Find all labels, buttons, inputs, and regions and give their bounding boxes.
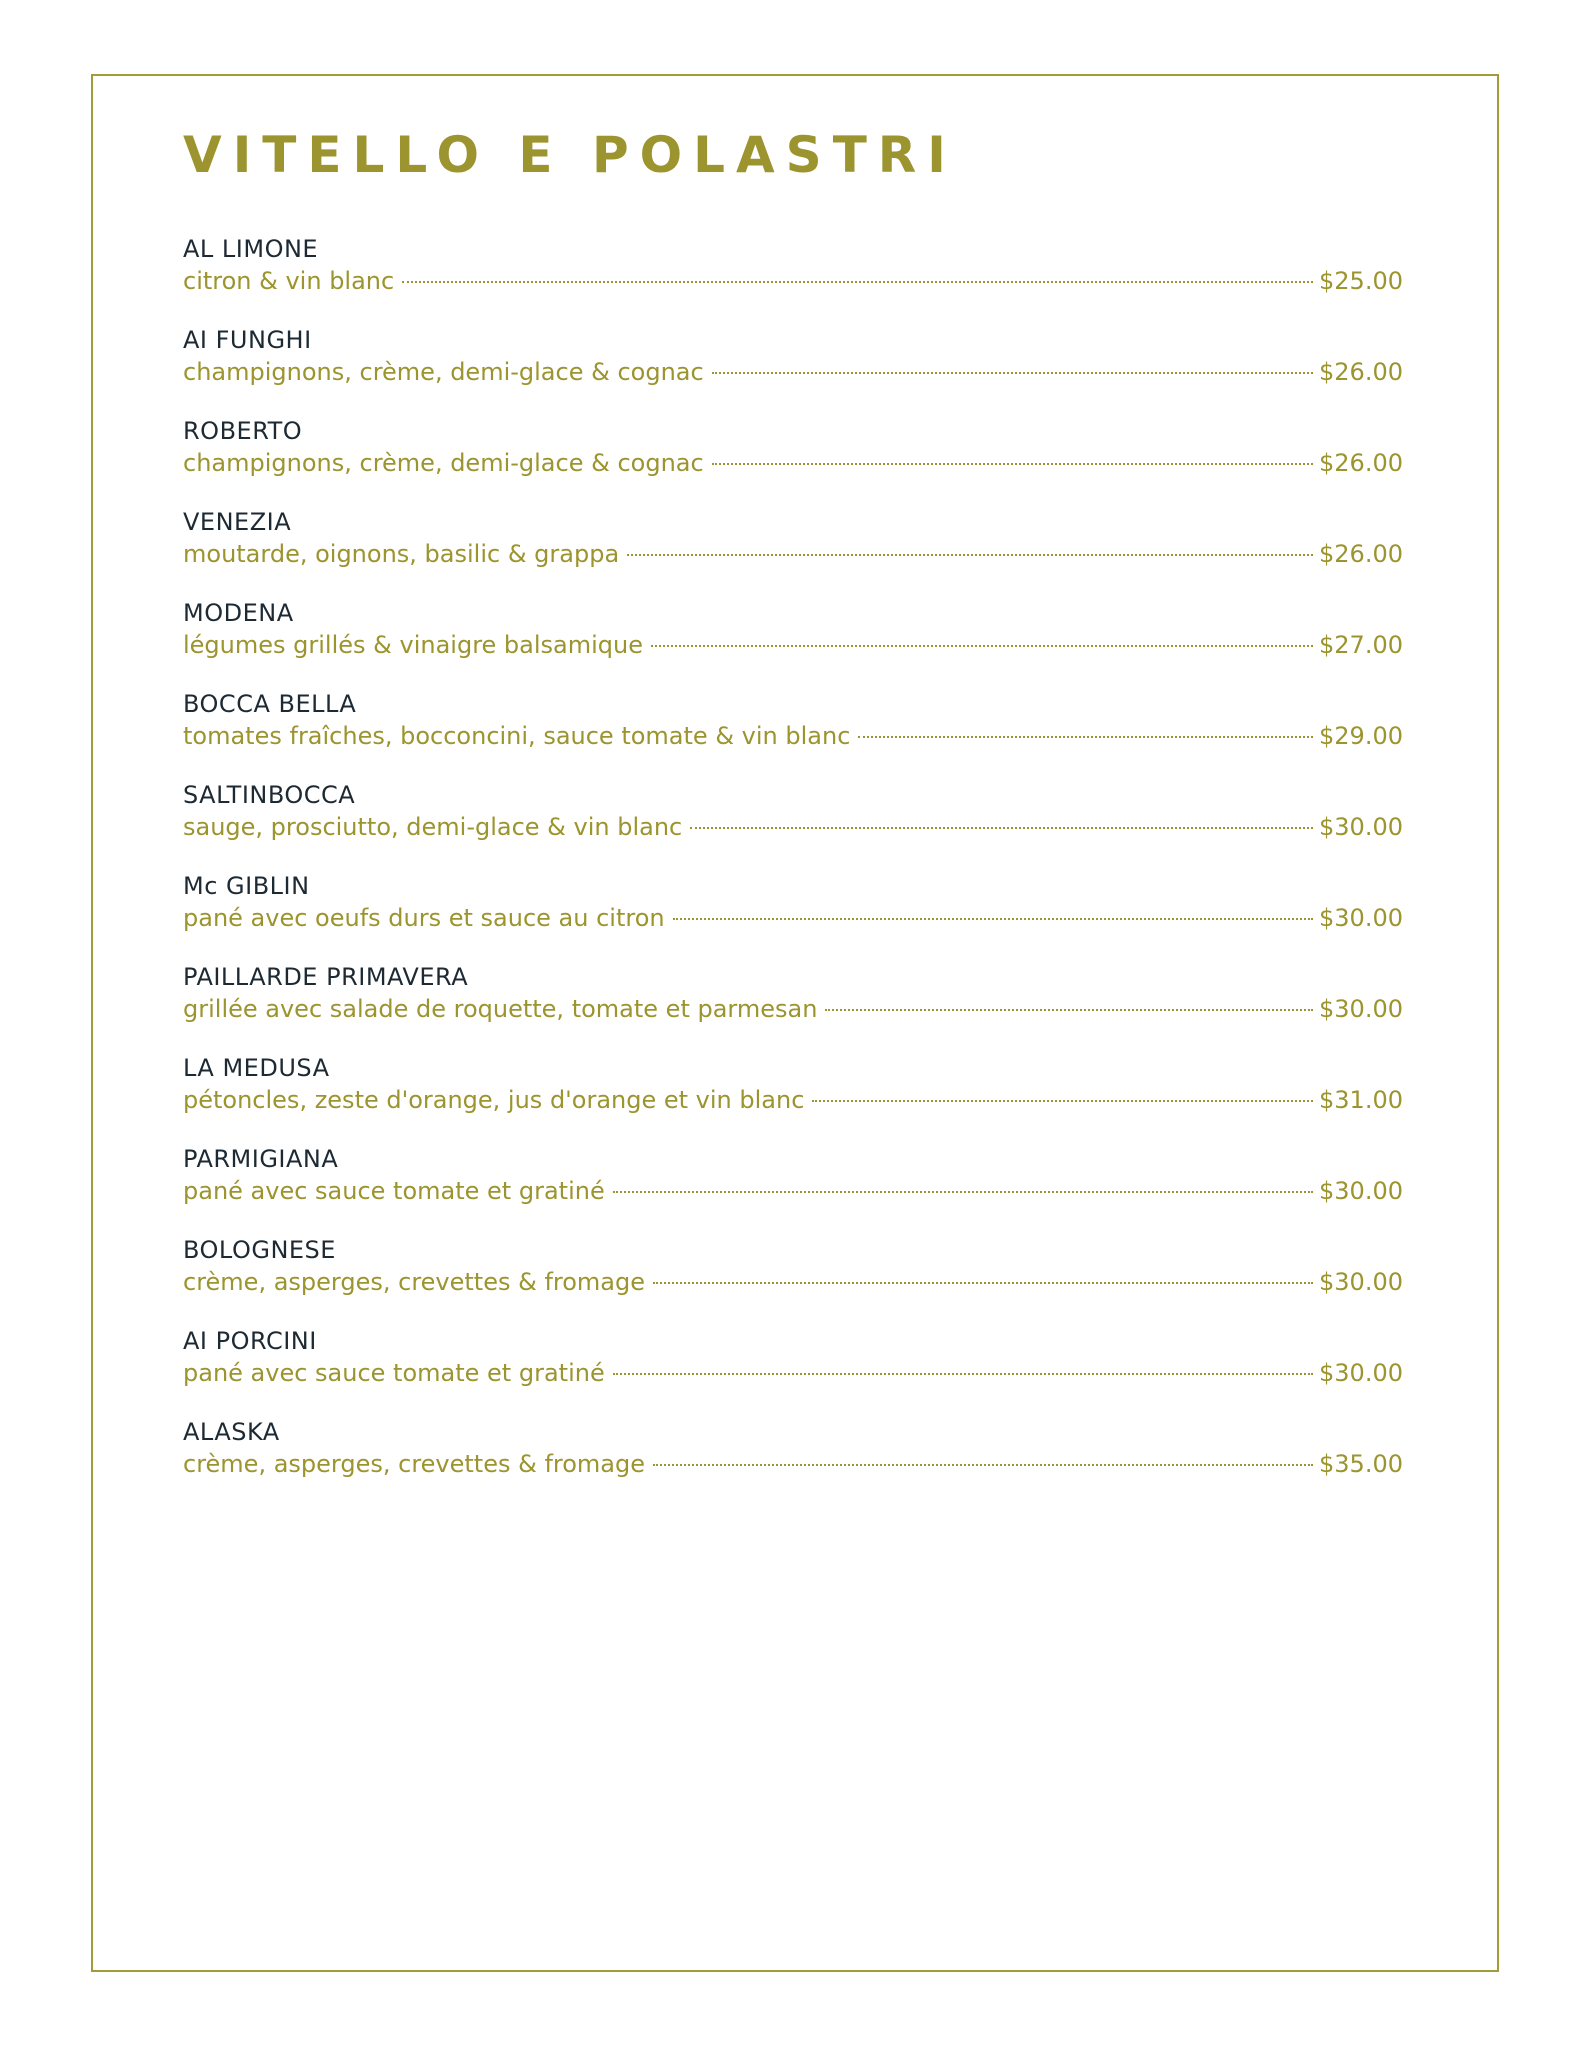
- item-line: [183, 1448, 1403, 1480]
- item-price: $31.00: [1319, 1086, 1403, 1114]
- item-line: [183, 1266, 1403, 1298]
- item-description: citron & vin blanc: [183, 267, 395, 295]
- item-description: pané avec oeufs durs et sauce au citron: [183, 904, 665, 932]
- dotted-leader: [613, 1373, 1313, 1375]
- item-price: $26.00: [1319, 449, 1403, 477]
- menu-item: [183, 324, 1403, 415]
- item-line: [183, 629, 1403, 661]
- item-name: PARMIGIANA: [183, 1145, 339, 1173]
- item-description: crème, asperges, crevettes & fromage: [183, 1450, 646, 1478]
- item-price: $30.00: [1319, 1268, 1403, 1296]
- item-name: VENEZIA: [183, 508, 292, 536]
- item-line: [183, 356, 1403, 388]
- item-description: champignons, crème, demi-glace & cognac: [183, 358, 704, 386]
- item-description: crème, asperges, crevettes & fromage: [183, 1268, 646, 1296]
- item-line: [183, 1084, 1403, 1116]
- item-line: [183, 993, 1403, 1025]
- item-price: $35.00: [1319, 1450, 1403, 1478]
- item-price: $26.00: [1319, 540, 1403, 568]
- dotted-leader: [402, 281, 1313, 283]
- item-name: AI PORCINI: [183, 1327, 317, 1355]
- item-description: sauge, prosciutto, demi-glace & vin blanc: [183, 813, 683, 841]
- dotted-leader: [712, 463, 1313, 465]
- item-line: [183, 447, 1403, 479]
- item-name: BOLOGNESE: [183, 1236, 336, 1264]
- item-price: $30.00: [1319, 1359, 1403, 1387]
- item-description: moutarde, oignons, basilic & grappa: [183, 540, 620, 568]
- item-name: BOCCA BELLA: [183, 690, 357, 718]
- item-description: légumes grillés & vinaigre balsamique: [183, 631, 644, 659]
- dotted-leader: [712, 372, 1313, 374]
- menu-item: [183, 779, 1403, 870]
- dotted-leader: [673, 918, 1313, 920]
- menu-item: [183, 597, 1403, 688]
- menu-item: [183, 233, 1403, 324]
- item-name: MODENA: [183, 599, 294, 627]
- dotted-leader: [627, 554, 1313, 556]
- item-line: [183, 720, 1403, 752]
- item-description: pané avec sauce tomate et gratiné: [183, 1177, 605, 1205]
- menu-item: [183, 415, 1403, 506]
- item-name: SALTINBOCCA: [183, 781, 356, 809]
- item-price: $26.00: [1319, 358, 1403, 386]
- dotted-leader: [812, 1100, 1313, 1102]
- item-line: [183, 265, 1403, 297]
- item-line: [183, 902, 1403, 934]
- menu-item: [183, 1325, 1403, 1416]
- item-description: pétoncles, zeste d'orange, jus d'orange et vin blanc: [183, 1086, 805, 1114]
- section-title: VITELLO E POLASTRI: [183, 126, 957, 184]
- item-description: grillée avec salade de roquette, tomate et parmesan: [183, 995, 818, 1023]
- item-price: $30.00: [1319, 904, 1403, 932]
- menu-item: [183, 506, 1403, 597]
- item-name: AL LIMONE: [183, 235, 319, 263]
- item-line: [183, 538, 1403, 570]
- dotted-leader: [651, 645, 1313, 647]
- menu-item: [183, 1052, 1403, 1143]
- item-price: $25.00: [1319, 267, 1403, 295]
- item-name: LA MEDUSA: [183, 1054, 330, 1082]
- item-name: Mc GIBLIN: [183, 872, 310, 900]
- item-price: $30.00: [1319, 813, 1403, 841]
- menu-item: [183, 961, 1403, 1052]
- item-name: ALASKA: [183, 1418, 280, 1446]
- menu-item: [183, 688, 1403, 779]
- item-description: pané avec sauce tomate et gratiné: [183, 1359, 605, 1387]
- item-description: champignons, crème, demi-glace & cognac: [183, 449, 704, 477]
- item-name: AI FUNGHI: [183, 326, 312, 354]
- item-name: PAILLARDE PRIMAVERA: [183, 963, 469, 991]
- menu-list: [183, 233, 1403, 1507]
- item-description: tomates fraîches, bocconcini, sauce tomate & vin blanc: [183, 722, 851, 750]
- item-line: [183, 811, 1403, 843]
- item-line: [183, 1175, 1403, 1207]
- item-name: ROBERTO: [183, 417, 303, 445]
- dotted-leader: [690, 827, 1313, 829]
- menu-item: [183, 1143, 1403, 1234]
- dotted-leader: [653, 1282, 1313, 1284]
- item-price: $30.00: [1319, 995, 1403, 1023]
- menu-item: [183, 870, 1403, 961]
- menu-item: [183, 1416, 1403, 1507]
- item-line: [183, 1357, 1403, 1389]
- dotted-leader: [613, 1191, 1313, 1193]
- menu-item: [183, 1234, 1403, 1325]
- dotted-leader: [653, 1464, 1313, 1466]
- dotted-leader: [858, 736, 1313, 738]
- dotted-leader: [825, 1009, 1313, 1011]
- item-price: $27.00: [1319, 631, 1403, 659]
- item-price: $29.00: [1319, 722, 1403, 750]
- item-price: $30.00: [1319, 1177, 1403, 1205]
